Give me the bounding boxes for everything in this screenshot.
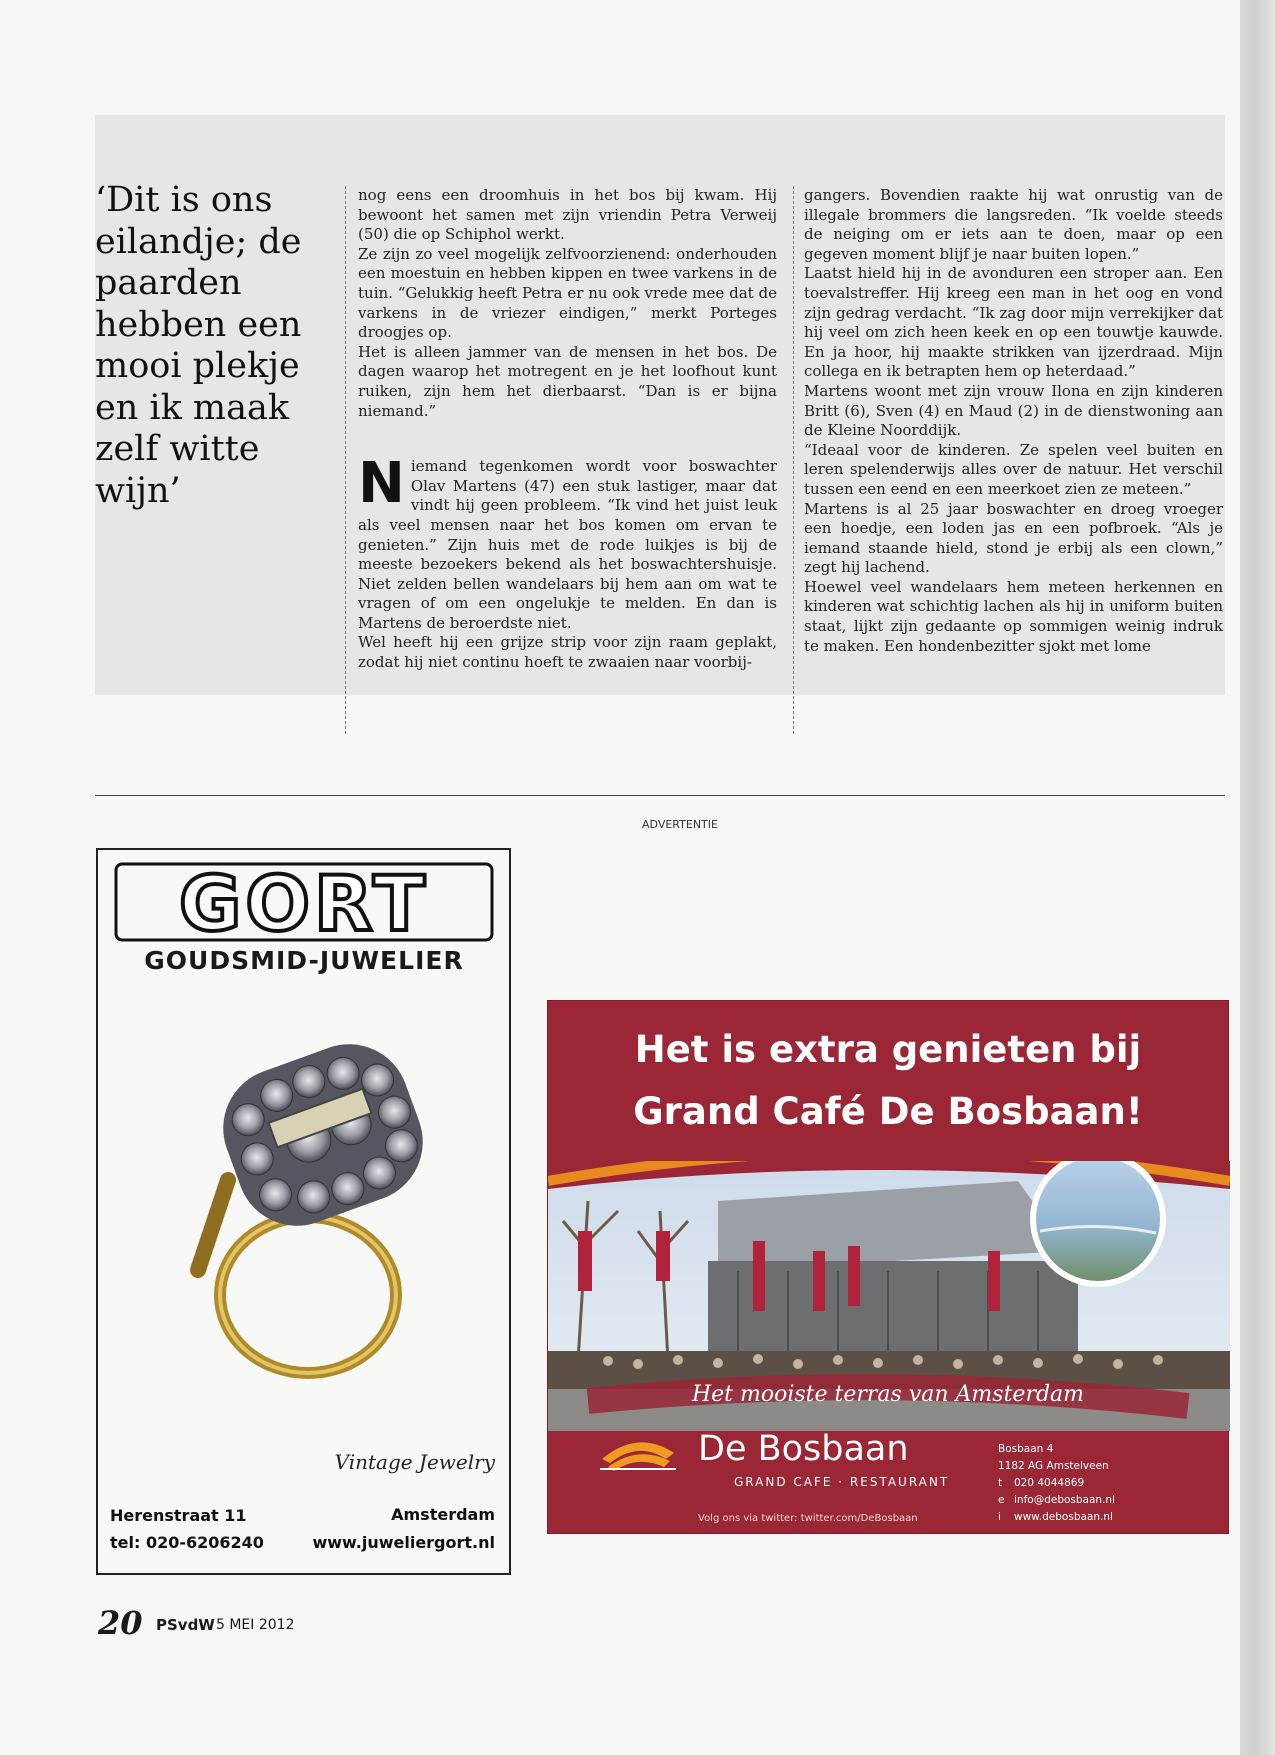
web-key: i <box>998 1511 1001 1523</box>
paragraph-with-dropcap <box>358 451 777 633</box>
drop-cap: N <box>358 451 405 517</box>
headline-line-1: Het is extra genieten bij <box>634 1028 1142 1071</box>
bosbaan-name: De Bosbaan <box>698 1429 909 1469</box>
gort-phone: tel: 020-6206240 <box>110 1533 264 1552</box>
diamond-ring-image <box>158 1010 458 1390</box>
paragraph: Martens is al 25 jaar boswachter en droeg vroeger een hoedje, een loden jas en een pofbroek. “Als je iemand staande hield, stond je erbij als een clown,” zegt hij lachend. <box>804 499 1223 577</box>
paragraph: gangers. Bovendien raakte hij wat onrustig van de illegale brommers die langsreden. “Ik voelde steeds de neiging om er iets aan te doen, maar op een gegeven moment blijf je naar buiten lopen.” <box>804 186 1223 263</box>
page-number: 20 <box>98 1604 143 1642</box>
page-edge-shadow <box>1240 0 1275 1755</box>
paragraph: Ze zijn zo veel mogelijk zelfvoorzienend: onderhouden een moestuin en hebben kippen en twee varkens in de tuin. “Gelukkig heeft Petra er nu ook vrede mee dat de varkens in de vriezer eindigen,” merkt Porteges droogjes op. <box>358 244 777 342</box>
advertisement-label: ADVERTENTIE <box>642 818 718 831</box>
bosbaan-website-link[interactable]: www.debosbaan.nl <box>1014 1511 1113 1523</box>
paragraph: “Ideaal voor de kinderen. Ze spelen veel buiten en leren spelenderwijs alles over de natuur. Het verschil tussen een eend en een meerkoet zien ze meteen.” <box>804 440 1223 498</box>
bosbaan-email-row <box>998 1492 1115 1509</box>
paragraph: Laatst hield hij in de avonduren een stroper aan. Een toevalstreffer. Hij kreeg een man in het oog en vond zijn gedrag verdacht. “Ik zag door mijn verrekijker dat hij veel om zich heen keek en op een touwtje kauwde. En ja hoor, hij maakte strikken van ijzerdraad. Mijn collega en ik betrapten hem op heterdaad.” <box>804 264 1223 381</box>
bosbaan-web-row <box>998 1509 1115 1526</box>
gort-subtitle: GOUDSMID-JUWELIER <box>144 946 464 975</box>
article-column-2 <box>793 186 1223 734</box>
paragraph-text: iemand tegenkomen wordt voor boswachter Olav Martens (47) een stuk lastiger, maar dat vindt hij geen probleem. “Ik vind het juist leuk als veel mensen naar het bos komen om ervan te genieten.” Zijn huis met de rode luikjes is bij de meeste bezoekers bekend als het boswachtershuisje. Niet zelden bellen wandelaars bij hem aan om wat te vragen of om een ongelukje te melden. En dan is Martens de beroerdste niet. <box>358 457 777 632</box>
terrace-banner-text: Het mooiste terras van Amsterdam <box>691 1382 1085 1407</box>
gort-advertisement <box>96 848 511 1575</box>
bosbaan-headline <box>548 1019 1228 1143</box>
section-divider <box>95 795 1225 796</box>
bosbaan-advertisement <box>547 1000 1229 1534</box>
bosbaan-tagline: GRAND CAFE · RESTAURANT <box>734 1475 950 1489</box>
issue-date: 5 MEI 2012 <box>216 1617 295 1633</box>
article-column-1 <box>345 186 777 734</box>
terrace-photo <box>548 1161 1230 1431</box>
paragraph: nog eens een droomhuis in het bos bij kwam. Hij bewoont het samen met zijn vriendin Petra Verweij (50) die op Schiphol werkt. <box>358 186 777 244</box>
magazine-name: PSvdW <box>156 1616 215 1634</box>
paragraph: Martens woont met zijn vrouw Ilona en zijn kinderen Britt (6), Sven (4) en Maud (2) in de dienstwoning aan de Kleine Noorddijk. <box>804 381 1223 440</box>
headline-line-2: Grand Café De Bosbaan! <box>633 1090 1143 1133</box>
phone-key: t <box>998 1477 1003 1489</box>
email-key: e <box>998 1494 1005 1506</box>
bosbaan-contact-block <box>998 1441 1115 1526</box>
gort-city: Amsterdam <box>391 1505 495 1524</box>
bosbaan-twitter-link[interactable]: Volg ons via twitter: twitter.com/DeBosbaan <box>698 1513 918 1524</box>
vintage-jewelry-label: Vintage Jewelry <box>334 1450 495 1474</box>
paragraph-gap <box>358 421 777 457</box>
gort-address: Herenstraat 11 <box>110 1506 247 1525</box>
svg-text:GORT: GORT <box>179 860 429 944</box>
bosbaan-logo-icon <box>598 1429 678 1475</box>
paragraph: Hoewel veel wandelaars hem meteen herkennen en kinderen wat schichtig lachen als hij in uniform buiten staat, lijkt zijn gedaante op sommigen weinig indruk te maken. Een hondenbezitter sjokt met lome <box>804 577 1223 655</box>
gort-website-link[interactable]: www.juweliergort.nl <box>312 1533 495 1552</box>
paragraph: Wel heeft hij een grijze strip voor zijn raam geplakt, zodat hij niet continu hoeft te zwaaien naar voorbij- <box>358 633 777 672</box>
gort-logo <box>114 860 494 944</box>
bosbaan-phone: 020 4044869 <box>1014 1477 1085 1489</box>
bosbaan-postal: 1182 AG Amstelveen <box>998 1460 1109 1472</box>
bosbaan-email-link[interactable]: info@debosbaan.nl <box>1014 1494 1115 1506</box>
bosbaan-phone-row <box>998 1475 1115 1492</box>
paragraph: Het is alleen jammer van de mensen in het bos. De dagen waarop het motregent en je het loofhout kunt ruiken, zijn hem het dierbaarst. “Dan is er bijna niemand.” <box>358 342 777 420</box>
bosbaan-street: Bosbaan 4 <box>998 1443 1054 1455</box>
pull-quote: ‘Dit is ons eilandje; de paarden hebben een mooi plekje en ik maak zelf witte wijn’ <box>95 180 302 511</box>
